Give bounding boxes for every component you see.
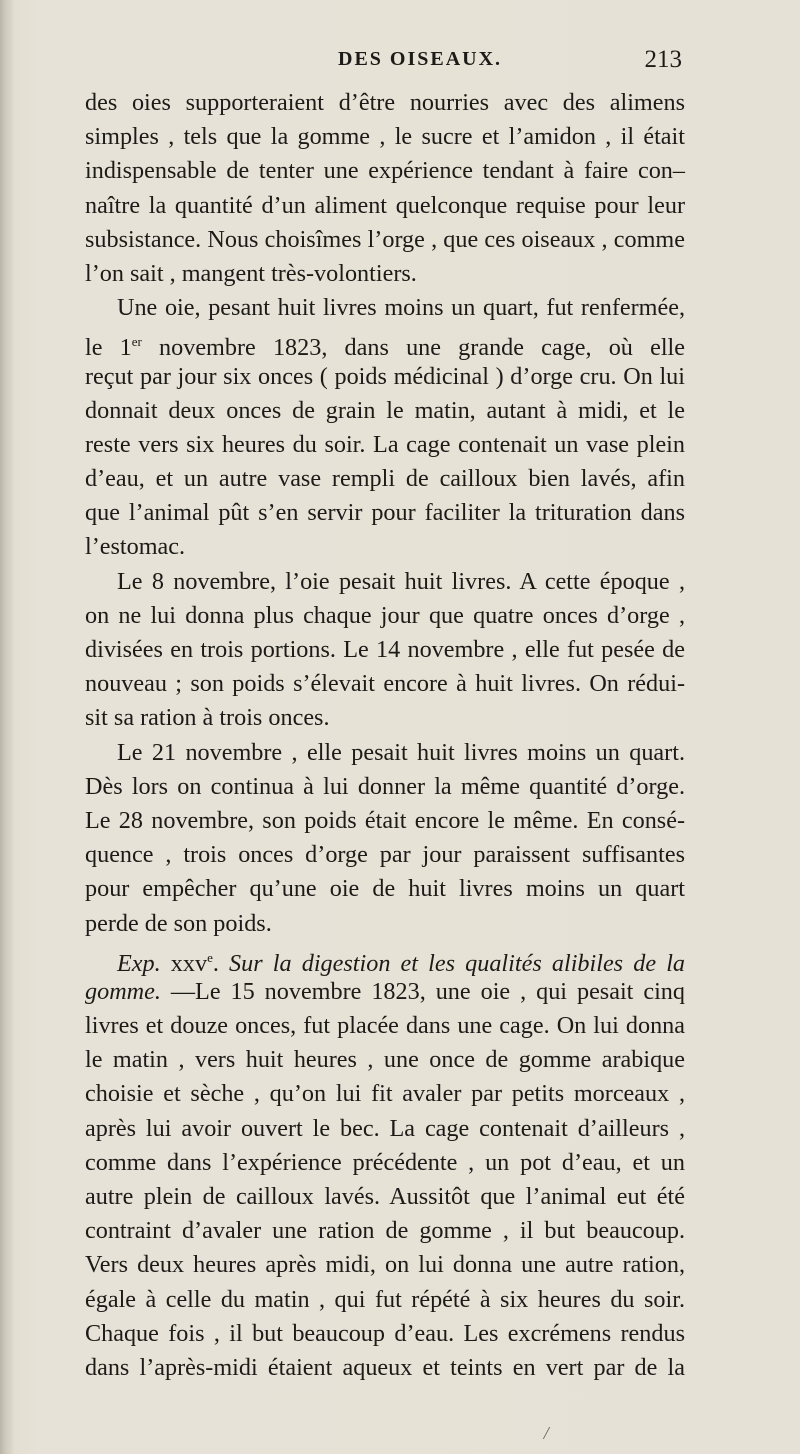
text-line: après lui avoir ouvert le bec. La cage contenait d’ailleurs , bbox=[85, 1114, 685, 1142]
body-text bbox=[85, 86, 685, 1385]
text-line: livres et douze onces, fut placée dans une cage. On lui donna bbox=[85, 1012, 685, 1040]
text-line: que l’animal pût s’en servir pour faciliter la trituration dans bbox=[85, 499, 685, 527]
experiment-title-end: gomme. bbox=[85, 977, 161, 1005]
stray-ink-mark bbox=[543, 1427, 558, 1439]
text-line: comme dans l’expérience précédente , un pot d’eau, et un bbox=[85, 1148, 685, 1176]
text-line: Le 21 novembre , elle pesait huit livres moins un quart. bbox=[117, 738, 685, 766]
text-line: sit sa ration à trois onces. bbox=[85, 704, 330, 732]
text-line-with-superscript bbox=[85, 325, 685, 362]
superscript: er bbox=[131, 334, 142, 350]
text-line: des oies supporteraient d’être nourries avec des alimens bbox=[85, 89, 685, 116]
text-line: Vers deux heures après midi, on lui donna une autre ration, bbox=[85, 1251, 685, 1279]
running-head bbox=[0, 48, 800, 78]
text-line: naître la quantité d’un aliment quelconque requise pour leur bbox=[85, 191, 685, 219]
text-line: pour empêcher qu’une oie de huit livres moins un quart bbox=[85, 875, 685, 903]
text-line: reste vers six heures du soir. La cage contenait un vase plein bbox=[85, 430, 685, 458]
text-line: égale à celle du matin , qui fut répété à six heures du soir. bbox=[85, 1285, 685, 1313]
text-line: simples , tels que la gomme , le sucre et l’amidon , il était bbox=[85, 123, 685, 151]
text-line: on ne lui donna plus chaque jour que quatre onces d’orge , bbox=[85, 601, 685, 629]
text-run: . bbox=[212, 949, 230, 977]
text-line: donnait deux onces de grain le matin, autant à midi, et le bbox=[85, 396, 685, 424]
text-line: Chaque fois , il but beaucoup d’eau. Les excrémens rendus bbox=[85, 1319, 685, 1347]
text-line: Une oie, pesant huit livres moins un quart, fut renfermée, bbox=[117, 294, 685, 322]
text-run: —Le 15 novembre 1823, une oie , qui pesait cinq bbox=[160, 977, 685, 1005]
text-line: l’on sait , mangent très-volontiers. bbox=[85, 259, 417, 287]
text-line-with-italic bbox=[85, 975, 685, 1009]
text-line: nouveau ; son poids s’élevait encore à huit livres. On rédui- bbox=[85, 670, 685, 698]
text-line: divisées en trois portions. Le 14 novembre , elle fut pesée de bbox=[85, 636, 685, 663]
text-line: indispensable de tenter une expérience tendant à faire con– bbox=[85, 157, 685, 185]
experiment-label: Exp. bbox=[117, 949, 161, 977]
experiment-title: Sur la digestion et les qualités alibiles de la bbox=[229, 949, 686, 977]
text-line: choisie et sèche , qu’on lui fit avaler par petits morceaux , bbox=[85, 1080, 685, 1108]
text-run: le 1 bbox=[85, 334, 132, 362]
superscript: e bbox=[207, 949, 213, 965]
text-run: novembre 1823, dans une grande cage, où elle bbox=[141, 334, 685, 362]
text-line: le matin , vers huit heures , une once de gomme arabique bbox=[85, 1046, 685, 1074]
text-line: reçut par jour six onces ( poids médicinal ) d’orge cru. On lui bbox=[85, 362, 685, 390]
gutter-shadow bbox=[0, 0, 14, 1454]
text-line: d’eau, et un autre vase rempli de cailloux bien lavés, afin bbox=[85, 465, 685, 493]
text-line: Dès lors on continua à lui donner la même quantité d’orge. bbox=[85, 772, 685, 800]
text-line: dans l’après-midi étaient aqueux et teints en vert par de la bbox=[85, 1353, 685, 1381]
text-line: subsistance. Nous choisîmes l’orge , que ces oiseaux , comme bbox=[85, 225, 685, 253]
text-line: quence , trois onces d’orge par jour paraissent suffisantes bbox=[85, 841, 685, 869]
text-line: perde de son poids. bbox=[85, 909, 272, 937]
running-title: DES OISEAUX. bbox=[338, 48, 503, 70]
experiment-number: xxv bbox=[160, 949, 208, 977]
page-number: 213 bbox=[644, 46, 682, 73]
text-line: Le 8 novembre, l’oie pesait huit livres. A cette époque , bbox=[117, 567, 685, 595]
text-line: l’estomac. bbox=[85, 533, 186, 561]
experiment-heading-line bbox=[85, 941, 685, 975]
text-line: Le 28 novembre, son poids était encore le même. En consé- bbox=[85, 806, 685, 834]
text-line: contraint d’avaler une ration de gomme , il but beaucoup. bbox=[85, 1217, 685, 1245]
text-line: autre plein de cailloux lavés. Aussitôt que l’animal eut été bbox=[85, 1183, 685, 1210]
